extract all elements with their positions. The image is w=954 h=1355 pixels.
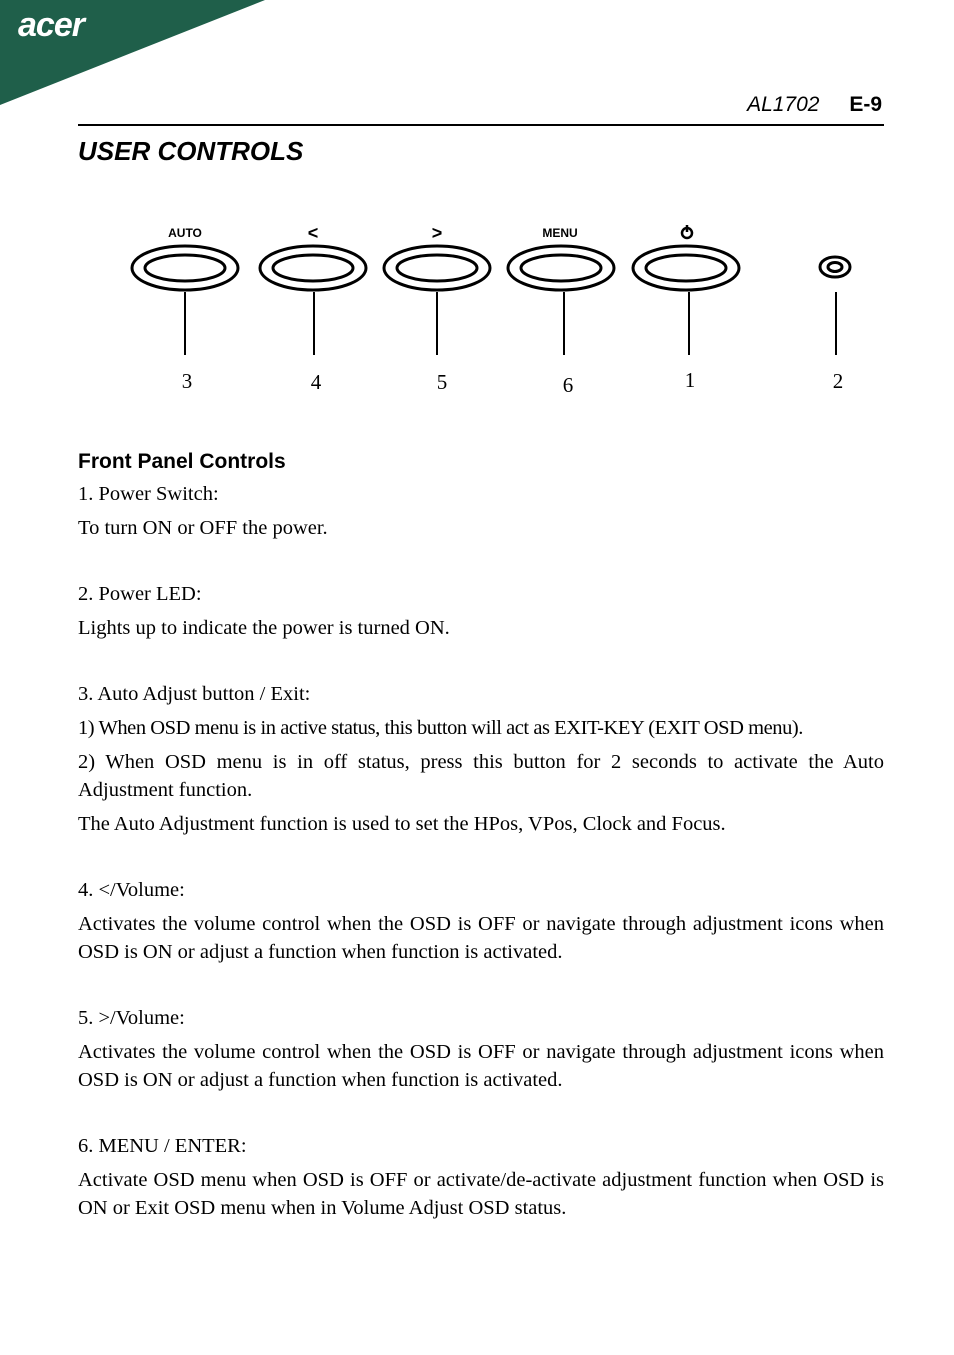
left-button-label: < xyxy=(307,223,319,243)
spacer xyxy=(78,972,884,1004)
item-heading: 3. Auto Adjust button / Exit: xyxy=(78,683,311,705)
spacer xyxy=(78,844,884,876)
power-icon xyxy=(682,225,692,238)
left-button-inner xyxy=(273,255,353,281)
item-text: Activates the volume control when the OSD is OFF or navigate through adjustment icons when OSD is ON or adjust a function when function is activated. xyxy=(78,1041,884,1091)
item-heading: 2. Power LED: xyxy=(78,583,202,605)
item-text: The Auto Adjustment function is used to set the HPos, VPos, Clock and Focus. xyxy=(78,813,726,835)
auto-button xyxy=(132,246,238,290)
power-led-icon xyxy=(820,257,850,277)
front-panel-section xyxy=(78,448,884,1228)
left-button xyxy=(260,246,366,290)
right-button-inner xyxy=(397,255,477,281)
callout-number-5: 5 xyxy=(436,370,448,394)
spacer xyxy=(78,1100,884,1132)
menu-button-inner xyxy=(521,255,601,281)
page-number: E-9 xyxy=(849,93,882,116)
item-text: Activates the volume control when the OSD is OFF or navigate through adjustment icons when OSD is ON or adjust a function when function is activated. xyxy=(78,913,884,963)
item-heading: 1. Power Switch: xyxy=(78,483,219,505)
menu-button-label: MENU xyxy=(542,226,578,240)
item-text: Activate OSD menu when OSD is OFF or activate/de-activate adjustment function when OSD is ON or Exit OSD menu when in Volume Adjust OSD status. xyxy=(78,1169,884,1219)
callout-number-2: 2 xyxy=(832,369,844,393)
item-heading: 6. MENU / ENTER: xyxy=(78,1135,247,1157)
right-button xyxy=(384,246,490,290)
page-header xyxy=(747,93,882,117)
callout-number-6: 6 xyxy=(562,373,574,397)
front-panel-title: Front Panel Controls xyxy=(78,450,286,473)
item-heading: 4. </Volume: xyxy=(78,879,185,901)
power-button-inner xyxy=(646,255,726,281)
power-button xyxy=(633,246,739,290)
callout-number-1: 1 xyxy=(684,368,696,392)
callout-number-4: 4 xyxy=(310,370,322,394)
header-rule xyxy=(78,124,884,126)
auto-button-inner xyxy=(145,255,225,281)
right-button-label: > xyxy=(431,223,443,243)
item-heading: 5. >/Volume: xyxy=(78,1007,185,1029)
auto-button-label: AUTO xyxy=(168,226,202,240)
menu-button xyxy=(508,246,614,290)
section-title: USER CONTROLS xyxy=(78,136,304,166)
spacer xyxy=(78,648,884,680)
spacer xyxy=(78,548,884,580)
acer-logo: acer xyxy=(18,6,84,44)
front-panel-diagram xyxy=(0,210,954,410)
item-text: To turn ON or OFF the power. xyxy=(78,517,328,539)
item-text: 2) When OSD menu is in off status, press this button for 2 seconds to activate the Auto Adjustment function. xyxy=(78,751,884,801)
model-name: AL1702 xyxy=(747,93,820,116)
callout-number-3: 3 xyxy=(181,369,193,393)
item-text: 1) When OSD menu is in active status, this button will act as EXIT-KEY (EXIT OSD menu). xyxy=(78,717,803,739)
item-text: Lights up to indicate the power is turned ON. xyxy=(78,617,450,639)
